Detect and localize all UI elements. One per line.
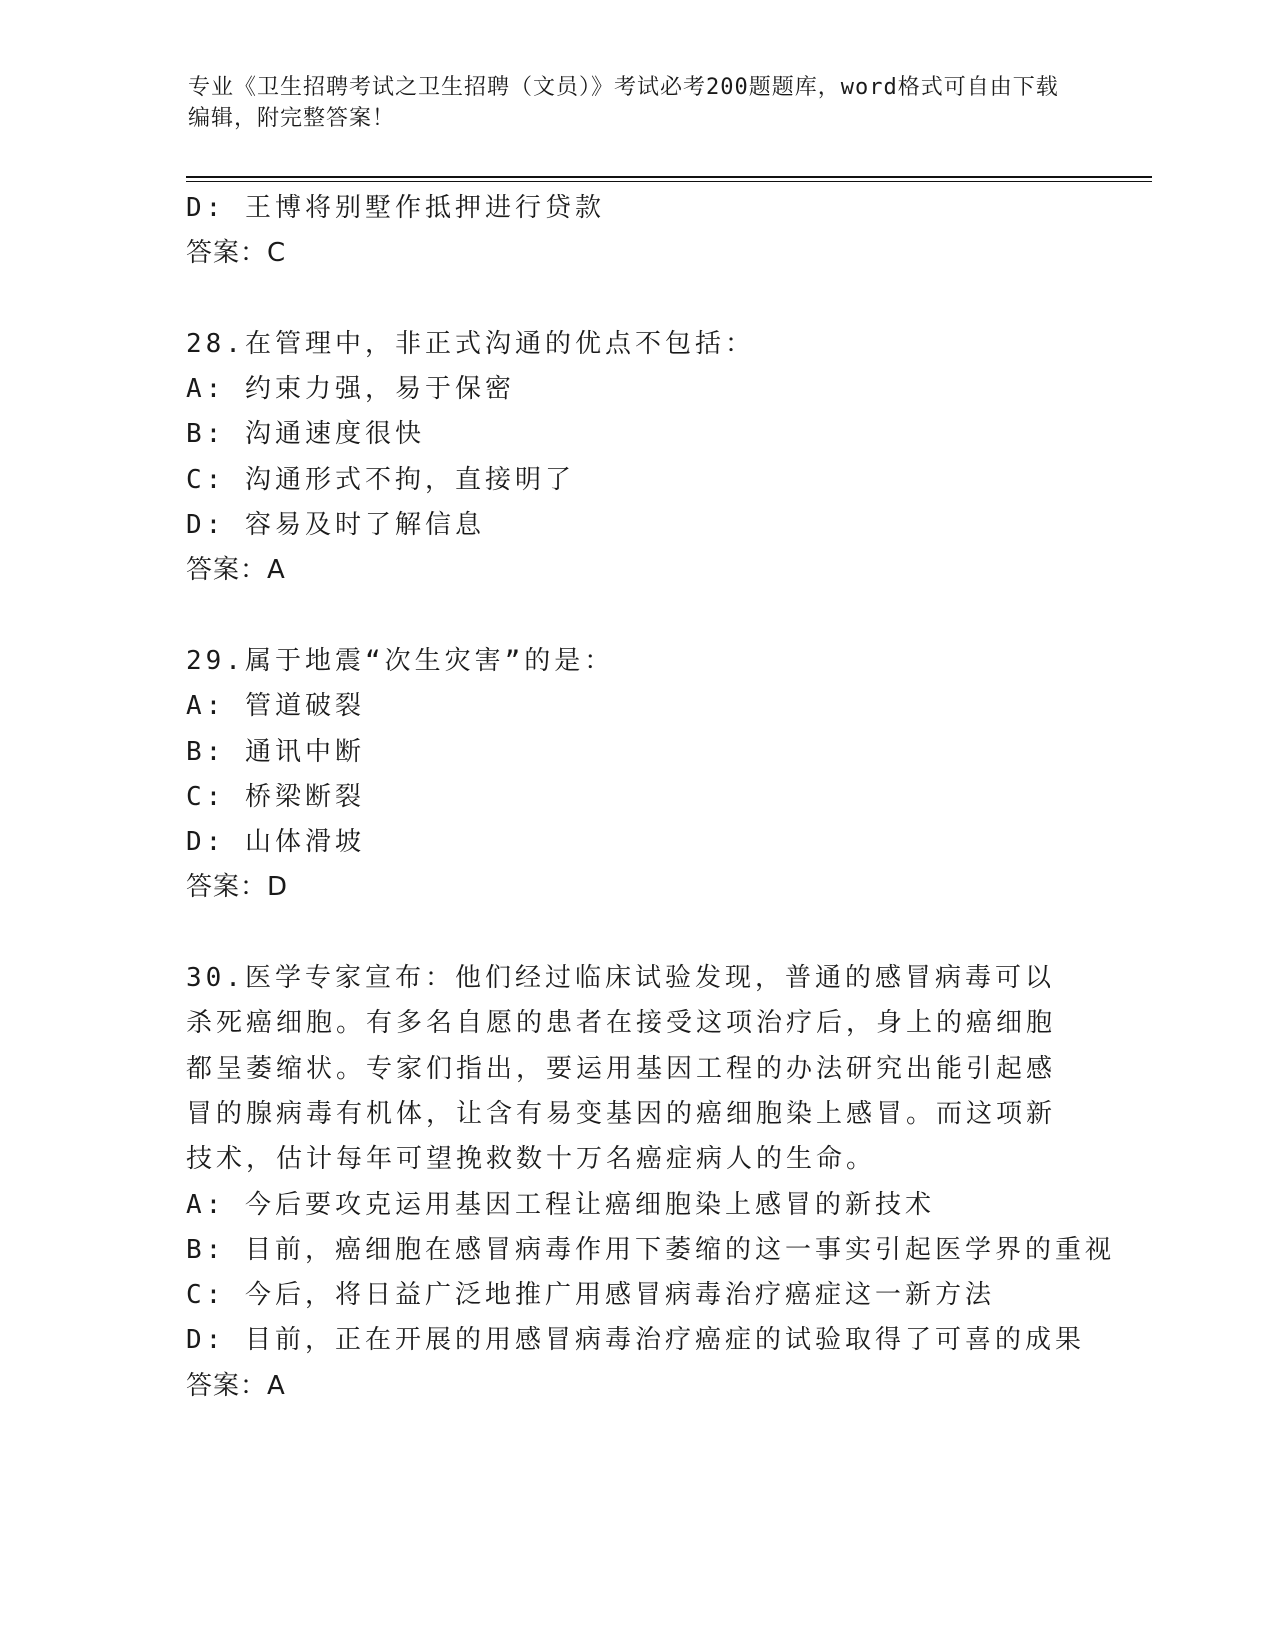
option-b: B: 沟通速度很快 [186, 419, 425, 450]
question-stem: 30.医学专家宣布：他们经过临床试验发现，普通的感冒病毒可以杀死癌细胞。有多名自愿的患者在接受这项治疗后，身上的癌细胞都呈萎缩状。专家们指出，要运用基因工程的办法研究出能引起感冒的腺病毒有机体，让含有易变基因的癌细胞染上感冒。而这项新技术，估计每年可望挽救数十万名癌症病人的生命。 [186, 963, 1057, 1175]
answer: 答案：A [186, 1370, 286, 1401]
option-d: D: 目前，正在开展的用感冒病毒治疗癌症的试验取得了可喜的成果 [186, 1325, 1085, 1356]
spacer [186, 277, 1086, 322]
document-header: 专业《卫生招聘考试之卫生招聘（文员）》考试必考200题题库，word格式可自由下载编辑，附完整答案！ [188, 75, 1059, 131]
option-b: B: 通讯中断 [186, 736, 365, 767]
question-block [186, 956, 1115, 1409]
option-a: A: 约束力强，易于保密 [186, 374, 515, 405]
question-stem: 28.在管理中，非正式沟通的优点不包括： [186, 328, 755, 359]
option-c: C: 今后，将日益广泛地推广用感冒病毒治疗癌症这一新方法 [186, 1280, 995, 1311]
question-stem: 29.属于地震“次生灾害”的是： [186, 645, 615, 676]
option-a: A: 今后要攻克运用基因工程让癌细胞染上感冒的新技术 [186, 1189, 935, 1220]
option-d: D: 王博将别墅作抵押进行贷款 [186, 193, 605, 223]
answer: 答案：C [186, 238, 287, 269]
question-content [186, 186, 1115, 1409]
option-b: B: 目前，癌细胞在感冒病毒作用下萎缩的这一事实引起医学界的重视 [186, 1234, 1115, 1265]
spacer [186, 911, 1086, 956]
answer: 答案：A [186, 555, 286, 586]
spacer [186, 594, 1086, 639]
option-a: A: 管道破裂 [186, 691, 365, 722]
answer: 答案：D [186, 872, 289, 903]
question-block [186, 322, 1086, 594]
option-d: D: 容易及时了解信息 [186, 510, 485, 541]
question-block [186, 639, 1086, 911]
option-d: D: 山体滑坡 [186, 827, 365, 858]
header-rule-thick [186, 176, 1152, 178]
header-rule-thin [186, 181, 1152, 182]
option-c: C: 沟通形式不拘，直接明了 [186, 464, 575, 495]
option-c: C: 桥梁断裂 [186, 781, 365, 812]
